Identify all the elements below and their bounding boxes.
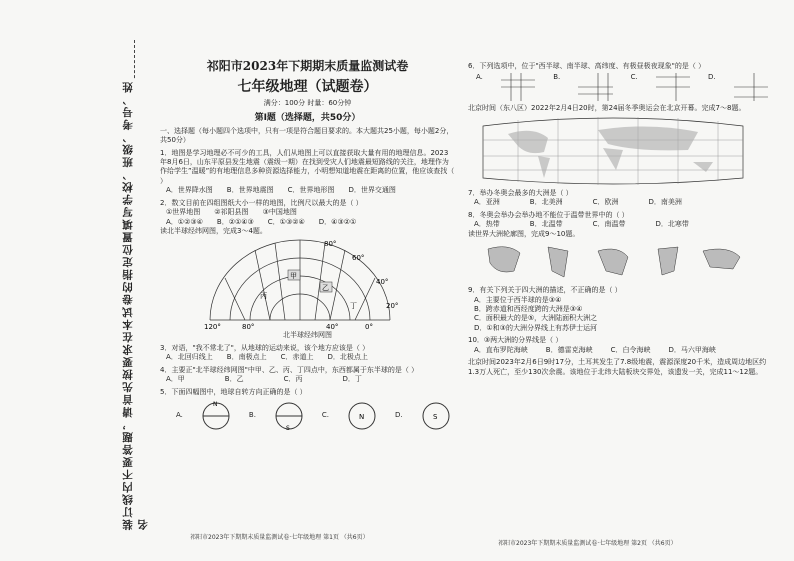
pole-label: N <box>212 401 218 409</box>
question-8-options <box>474 220 768 229</box>
section-heading: 第Ⅰ题（选择题，共50分） <box>254 112 361 123</box>
question-7: 7．举办冬奥会最多的大洲是（ ） <box>468 188 573 197</box>
pole-label: S <box>285 425 290 433</box>
passage-7-8: 北京时间（东八区）2022年2月4日20时，第24届冬季奥运会在北京开幕。完成7～8题。 <box>468 104 746 113</box>
option: A．①②③④ <box>166 217 203 226</box>
item: ①世界地图 <box>166 208 201 217</box>
globe-pole-view-icon <box>419 399 453 433</box>
question-2-items <box>166 208 455 217</box>
item: ③中国地图 <box>262 208 297 217</box>
question-10-options <box>474 346 768 355</box>
pole-label: S <box>432 413 438 422</box>
lon-label: 40° <box>326 323 339 331</box>
continent-outlines <box>478 241 748 283</box>
globe-pole-view-icon <box>345 399 379 433</box>
option-label: C. <box>321 411 330 420</box>
globe-rotation-icon <box>272 399 306 433</box>
lat-label: 40° <box>376 278 389 287</box>
option: D．北极点上 <box>327 353 368 362</box>
page-1-footer: 祁阳市2023年下期期末质量监测试卷·七年级地理 第1页 （共6页） <box>190 534 369 541</box>
option-label: A. <box>176 411 183 420</box>
option: A．直布罗陀海峡 <box>474 345 528 354</box>
exam-title: 祁阳市2023年下期期末质量监测试卷 <box>206 59 409 73</box>
option: B．北美洲 <box>529 198 563 207</box>
option: C．丙 <box>283 375 303 384</box>
option: B．南极点上 <box>226 353 267 362</box>
option: B．乙 <box>224 375 244 384</box>
question-1: 1．地图是学习地理必不可少的工具，人们从地图上可以直接获取大量有用的地理信息。2023年8月6日，山东平原县发生地震（震级一期）在找到受灾人们地震最短路线的关注，地理作为作给学生”温暖”的有地理信息多种资源选择能力，小明想知道地震在距离的位置，他应该查找（ ） <box>160 148 455 185</box>
option-label: C. <box>630 73 638 82</box>
question-5: 5．下面四幅图中，地球自转方向正确的是（ ） <box>160 387 307 396</box>
question-3-intro: 读北半球经纬网图，完成3～4题。 <box>160 227 267 236</box>
question-9-options <box>474 296 768 334</box>
lon-label: 120° <box>204 323 221 331</box>
option: A．世界降水图 <box>166 186 213 195</box>
option: B．②①④③ <box>216 217 254 226</box>
option: B．北温带 <box>529 220 563 229</box>
page-1 <box>160 58 455 433</box>
lat-lon-grid-icon <box>656 73 690 101</box>
question-3-options <box>166 353 455 362</box>
lat-label: 60° <box>352 254 365 263</box>
option: C．欧洲 <box>592 198 619 207</box>
globe-rotation-icon <box>199 399 233 433</box>
point-label: 丙 <box>260 292 267 301</box>
option: B．世界地震图 <box>226 186 274 195</box>
option-label: A. <box>476 73 483 82</box>
option: C．白令海峡 <box>610 345 651 354</box>
option-label: D. <box>708 73 716 82</box>
question-4: 4．主要正"北半球经纬网图"中甲、乙、丙、丁四点中，东西都属于东半球的是（ ） <box>160 365 419 374</box>
option: A．热带 <box>474 220 500 229</box>
question-6: 6．下列选项中，位于"西半球、南半球、高纬度、有极昼极夜现象"的是（ ） <box>468 62 706 70</box>
northern-hemisphere-map <box>200 238 400 330</box>
question-9-intro: 读世界大洲轮廓图，完成9～10题。 <box>468 229 580 238</box>
page-2-footer: 祁阳市2023年下期期末质量监测试卷·七年级地理 第2页 （共6页） <box>498 540 677 547</box>
question-1-options <box>166 186 455 195</box>
question-6-figures <box>476 73 768 101</box>
point-label: 甲 <box>290 272 297 281</box>
option: D．丁 <box>342 375 362 384</box>
question-8: 8．冬奥会举办会举办地不能位于温带世界中的（ ） <box>468 210 629 219</box>
binding-margin <box>118 40 152 530</box>
page-2 <box>468 62 768 377</box>
option: D．④③②① <box>318 217 357 226</box>
question-7-options <box>474 198 768 207</box>
lat-label: 80° <box>324 240 337 249</box>
item: ②祁阳县图 <box>214 208 249 217</box>
question-10: 10．③两大洲的分界线是（ ） <box>468 336 563 345</box>
point-label: 丁 <box>350 302 357 311</box>
option-label: B. <box>248 411 256 420</box>
lon-label: 80° <box>242 323 255 331</box>
option: A．亚洲 <box>474 198 500 207</box>
option: C．世界地形图 <box>287 186 335 195</box>
option: C．面积最大的是⑤，大洲陆面积大洲之 <box>474 314 598 323</box>
lat-lon-grid-icon <box>578 73 612 101</box>
option: D．①和③的大洲分界线上有苏伊士运河 <box>474 323 597 332</box>
question-2: 2．数文目前在四组图纸大小一样的地图，比例尺以最大的是（ ） <box>160 198 363 207</box>
option: A．主要位于西半球的是③④ <box>474 295 562 304</box>
option: C．赤道上 <box>280 353 314 362</box>
option-label: D. <box>395 411 403 420</box>
point-label: 乙 <box>322 284 329 293</box>
question-4-options <box>166 375 455 384</box>
option: A．北回归线上 <box>166 353 213 362</box>
pole-label: N <box>359 413 365 422</box>
option: D．世界交通图 <box>348 186 396 195</box>
lon-label: 0° <box>365 323 373 331</box>
option: D．北寒带 <box>655 220 689 229</box>
passage-11-12: 北京时间2023年2月6日9时17分，土耳其发生了7.8级地震，震源深度20千米，造成周边地区约1.3万人死亡，至少130次余震。该地位于北纬大陆板块交界处，该遗发一关，完成11～12题。 <box>468 358 767 376</box>
option: B．德雷克海峡 <box>545 345 593 354</box>
option: A．甲 <box>166 375 185 384</box>
exam-subtitle: 七年级地理（试题卷） <box>237 79 378 96</box>
map-caption: 北半球经纬网图 <box>283 331 332 340</box>
question-5-figures <box>176 399 455 433</box>
lat-lon-grid-icon <box>734 73 768 101</box>
question-9: 9．有关下列关于四大洲的描述，不正确的是（ ） <box>468 286 622 295</box>
question-2-options <box>166 218 455 227</box>
world-map-olympics <box>478 116 748 186</box>
instructions: 一、选择题（每小题四个选项中，只有一项是符合题目要求的。本大题共25小题，每小题2分，共50分） <box>160 126 454 145</box>
binding-notice: 装订线内不要答题，请首先按要求在本试卷的指定位置填写学校、班级、考号、姓名 <box>122 80 149 530</box>
option: C．南温带 <box>592 220 626 229</box>
lat-label: 20° <box>386 302 399 311</box>
lat-lon-grid-icon <box>501 73 535 101</box>
option: D．南美洲 <box>648 198 682 207</box>
question-3: 3．对语，"我不常北了"，从地球的运动来说，该个地方应该是（ ） <box>160 343 370 352</box>
option: B．跨赤道和西经度跨的大洲是③④ <box>474 304 583 313</box>
option: C．①③②④ <box>267 217 305 226</box>
option: D．马六甲海峡 <box>668 345 716 354</box>
exam-meta: 满分：100分 时量：60分钟 <box>263 99 352 108</box>
option-label: B. <box>553 73 561 82</box>
